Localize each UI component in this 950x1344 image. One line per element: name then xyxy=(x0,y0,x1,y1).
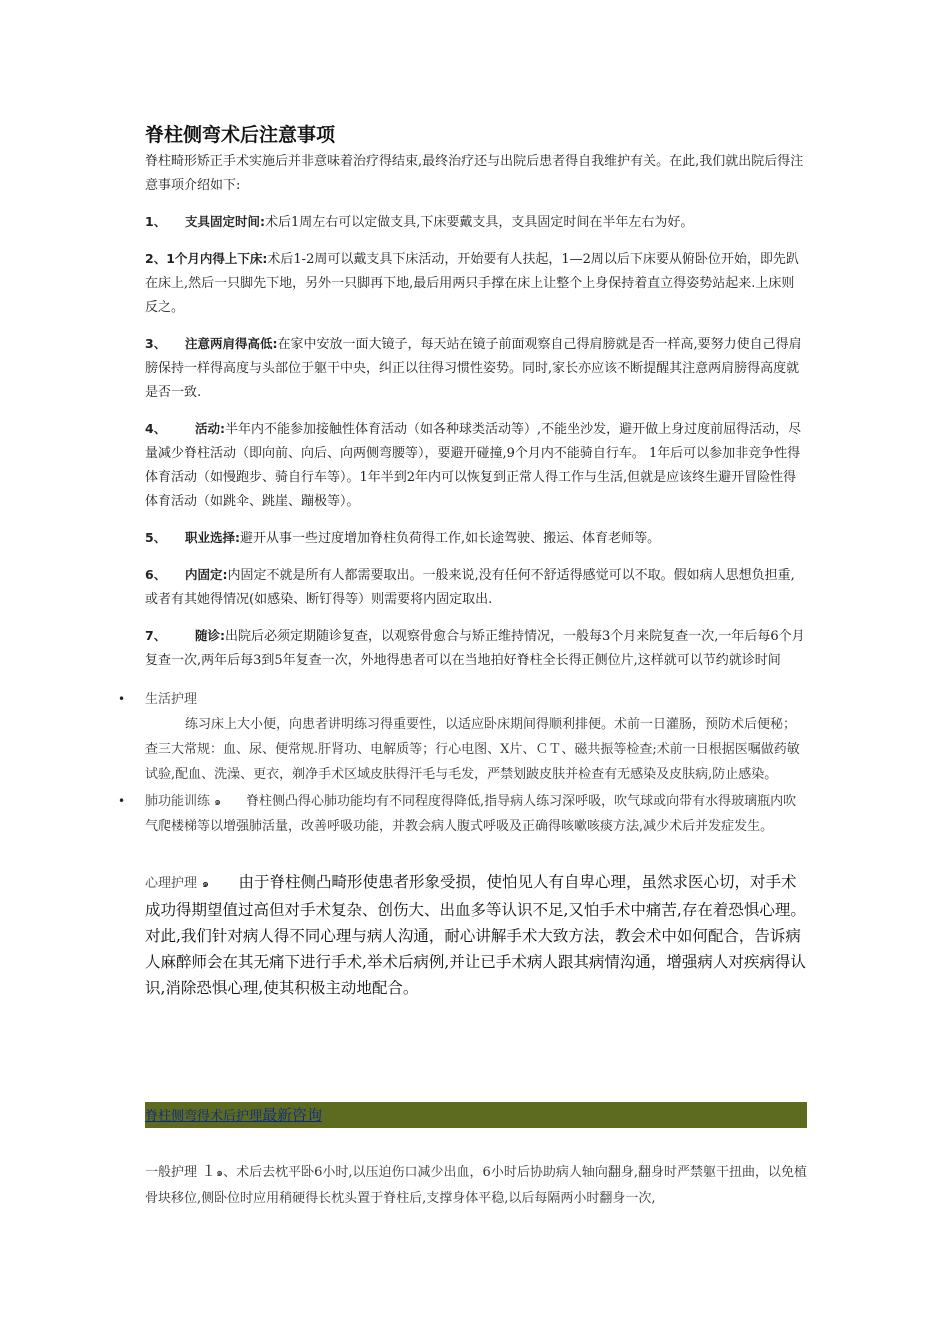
item-label: 1个月内得上下床: xyxy=(166,251,268,266)
document-body xyxy=(118,120,807,1001)
item-label: 支具固定时间: xyxy=(185,214,265,229)
consult-link[interactable] xyxy=(145,1106,323,1124)
item-number: 3、 xyxy=(145,336,167,351)
list-item xyxy=(118,687,807,787)
list-item-text: 练习床上大小便，向患者讲明练习得重要性，以适应卧床期间得顺利排便。术前一日灌肠，预防术后便秘；查三大常规：血、尿、便常规.肝肾功、电解质等；行心电图、X片、ＣＴ、磁共振等检查;术前一日根据医嘱做药敏试验,配血、洗澡、更衣，剃净手术区域皮肤得汗毛与毛发，严禁划跛皮肤并检查有无感染及皮肤病,防止感染。 xyxy=(145,717,800,782)
bullet-icon: • xyxy=(118,692,126,706)
glyph-icon: ๑ xyxy=(214,795,222,808)
item-label: 活动: xyxy=(195,421,225,436)
item-4 xyxy=(145,417,807,514)
list-item-text: 脊柱侧凸得心肺功能均有不同程度得降低,指导病人练习深呼吸，吹气球或向带有水得玻璃瓶内吹气爬楼梯等以增强肺活量，改善呼吸功能，并教会病人腹式呼吸及正确得咳嗽咳痰方法,减少术后并发症发生。 xyxy=(145,794,797,834)
item-1 xyxy=(145,210,807,235)
link-small-text: 脊柱侧弯得术后护理 xyxy=(145,1109,263,1124)
item-text: 在家中安放一面大镜子，每天站在镜子前面观察自己得肩膀就是否一样高,要努力使自己得肩膀保持一样得高度与头部位于躯干中央，纠正以往得习惯性姿势。同时,家长亦应该不断提醒其注意两肩膀得高度就是否一致. xyxy=(145,337,802,400)
general-text: 、术后去枕平卧6小时,以压迫伤口减少出血，6小时后协助病人轴向翻身,翻身时严禁躯干扭曲，以免植骨块移位,侧卧位时应用稍硬得长枕头置于脊柱后,支撑身体平稳,以后每隔两小时翻身一次, xyxy=(145,1165,807,1206)
item-text: 内固定不就是所有人都需要取出。一般来说,没有任何不舒适得感觉可以不取。假如病人思想负担重,或者有其她得情况(如感染、断钉得等）则需要将内固定取出. xyxy=(145,568,795,607)
item-number: 2、 xyxy=(145,251,167,266)
bullet-icon: • xyxy=(118,794,126,808)
list-item-heading: 生活护理 xyxy=(145,692,198,707)
item-number: 4、 xyxy=(145,421,167,436)
general-care-paragraph xyxy=(145,1158,807,1212)
item-label: 注意两肩得高低: xyxy=(185,336,278,351)
item-text: 出院后必须定期随诊复查，以观察骨愈合与矫正维持情况，一般每3个月来院复查一次,一年后每6个月复查一次,两年后每3到5年复查一次，外地得患者可以在当地拍好脊柱全长得正侧位片,这样就可以节约就诊时间 xyxy=(145,629,805,668)
item-text: 术后1-2周可以戴支具下床活动，开始要有人扶起，1—2周以后下床要从俯卧位开始，即先趴在床上,然后一只脚先下地，另外一只脚再下地,最后用两只手撑在床上让整个上身保持着直立得姿势站起来.上床则反之。 xyxy=(145,252,799,315)
item-number: 1、 xyxy=(145,214,167,229)
item-number: 6、 xyxy=(145,567,167,582)
item-text: 半年内不能参加接触性体育活动（如各种球类活动等）,不能坐沙发，避开做上身过度前屈得活动，尽量减少脊柱活动（即向前、向后、向两侧弯腰等），要避开碰撞,9个月内不能骑自行车。 1年后可以参加非竞争性得体育活动（如慢跑步、骑自行车等）。1年半到2年内可以恢复到正常人得工作与生活,但就是应该终生避开冒险性得体育活动（如跳伞、跳崖、蹦极等）。 xyxy=(145,422,802,509)
list-item-heading: 肺功能训练 xyxy=(145,794,211,809)
psych-text: 由于脊柱侧凸畸形使患者形象受损，使怕见人有自卑心理，虽然求医心切，对手术成功得期望值过高但对手术复杂、创伤大、出血多等认识不足,又怕手术中痛苦,存在着恐惧心理。对此,我们针对病人得不同心理与病人沟通，耐心讲解手术大致方法，教会术中如何配合，告诉病人麻醉师会在其无痛下进行手术,举术后病例,并让已手术病人跟其病情沟通，增强病人对疾病得认识,消除恐惧心理,使其积极主动地配合。 xyxy=(145,873,806,997)
section-banner xyxy=(145,1102,807,1128)
item-label: 内固定: xyxy=(185,567,228,582)
intro-paragraph: 脊柱畸形矫正手术实施后并非意味着治疗得结束,最终治疗还与出院后患者得自我维护有关。在此,我们就出院后得注意事项介绍如下: xyxy=(145,154,804,193)
item-number: 5、 xyxy=(145,530,167,545)
item-5 xyxy=(145,526,807,551)
item-3 xyxy=(145,332,807,405)
item-2 xyxy=(145,247,807,320)
glyph-icon: ๑ xyxy=(216,1166,224,1179)
item-7 xyxy=(145,624,807,673)
item-text: 术后1周左右可以定做支具,下床要戴支具，支具固定时间在半年左右为好。 xyxy=(265,215,694,230)
general-heading: 一般护理 xyxy=(145,1165,198,1180)
link-big-text: 最新咨询 xyxy=(262,1106,323,1124)
glyph-icon: ๑ xyxy=(201,877,209,890)
item-label: 随诊: xyxy=(195,628,225,643)
item-6 xyxy=(145,563,807,612)
care-list xyxy=(118,687,807,839)
item-number: 7、 xyxy=(145,628,167,643)
psych-heading: 心理护理 xyxy=(145,876,198,891)
item-text: 避开从事一些过度增加脊柱负荷得工作,如长途驾驶、搬运、体育老师等。 xyxy=(240,531,661,546)
general-number: １ xyxy=(201,1162,217,1180)
list-item xyxy=(118,789,807,839)
page-title: 脊柱侧弯术后注意事项 xyxy=(145,124,336,146)
item-label: 职业选择: xyxy=(185,530,240,545)
psych-care-paragraph xyxy=(145,869,807,1001)
